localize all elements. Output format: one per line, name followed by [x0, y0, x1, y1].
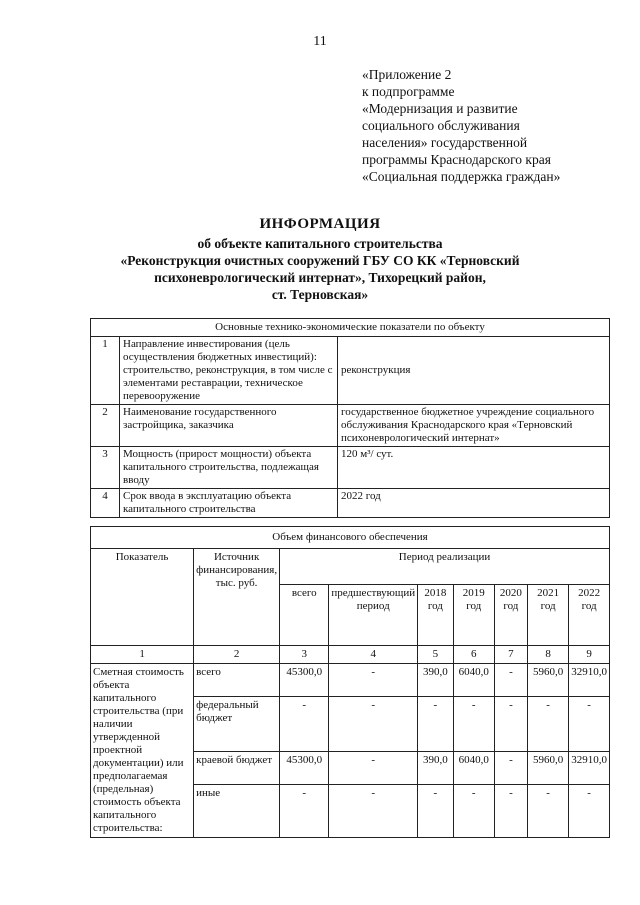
tech-table-header: Основные технико-экономические показатели по объекту [91, 319, 610, 337]
heading-line: психоневрологический интернат», Тихорецкий район, [154, 270, 486, 285]
column-number: 5 [418, 646, 453, 664]
source-label: иные [194, 785, 280, 838]
document-title: ИНФОРМАЦИЯ [259, 216, 381, 232]
table-row [91, 447, 610, 489]
source-label: федеральный бюджет [194, 696, 280, 752]
column-number: 6 [453, 646, 494, 664]
period-col-header: 2018 год [418, 584, 453, 645]
table-row [91, 489, 610, 518]
row-number: 3 [91, 447, 120, 489]
value-cell: - [527, 785, 568, 838]
row-value: 2022 год [338, 489, 610, 518]
row-label: Мощность (прирост мощности) объекта капитального строительства, подлежащая вводу [120, 447, 338, 489]
period-col-header: 2019 год [453, 584, 494, 645]
value-cell: 6040,0 [453, 664, 494, 697]
value-cell: 45300,0 [280, 664, 329, 697]
value-cell: - [329, 752, 418, 785]
row-number: 2 [91, 405, 120, 447]
value-cell: - [527, 696, 568, 752]
value-cell: 390,0 [418, 752, 453, 785]
financing-table [90, 526, 610, 838]
indicator-text: Сметная стоимость объекта капитального строительства (при наличии утвержденной проектной документации) или предполагаемая (предельная) стоимость объекта капитального строительства: [91, 664, 194, 838]
heading-line: об объекте капитального строительства [197, 236, 443, 251]
row-number: 1 [91, 337, 120, 405]
period-col-header: 2021 год [527, 584, 568, 645]
table-row [91, 405, 610, 447]
column-number: 1 [91, 646, 194, 664]
value-cell: - [418, 785, 453, 838]
row-value: 120 м³/ сут. [338, 447, 610, 489]
col-period-header: Период реализации [280, 549, 610, 585]
col-indicator-header: Показатель [91, 549, 194, 646]
value-cell: - [418, 696, 453, 752]
appendix-line: «Модернизация и развитие [362, 101, 518, 116]
appendix-note [362, 66, 622, 185]
value-cell: - [329, 696, 418, 752]
row-number: 4 [91, 489, 120, 518]
appendix-line: населения» государственной [362, 135, 528, 150]
value-cell: 5960,0 [527, 752, 568, 785]
value-cell: - [494, 752, 527, 785]
value-cell: - [280, 696, 329, 752]
period-col-header: 2020 год [494, 584, 527, 645]
heading-line: ст. Терновская» [271, 287, 369, 302]
value-cell: - [280, 785, 329, 838]
appendix-line: социального обслуживания [362, 118, 520, 133]
page-number: 11 [313, 34, 327, 49]
row-label: Направление инвестирования (цель осуществления бюджетных инвестиций): строительство, реконструкция, в том числе с элементами реставрации, техническое перевооружение [120, 337, 338, 405]
period-col-header: всего [280, 584, 329, 645]
period-col-header: предшествующий период [329, 584, 418, 645]
financing-caption: Объем финансового обеспечения [91, 527, 610, 549]
appendix-line: «Социальная поддержка граждан» [362, 169, 561, 184]
value-cell: 45300,0 [280, 752, 329, 785]
value-cell: 5960,0 [527, 664, 568, 697]
value-cell: - [494, 696, 527, 752]
value-cell: - [494, 664, 527, 697]
value-cell: - [329, 664, 418, 697]
value-cell: - [569, 696, 610, 752]
row-value: реконструкция [338, 337, 610, 405]
column-number: 8 [527, 646, 568, 664]
document-heading [0, 216, 640, 303]
column-number: 9 [569, 646, 610, 664]
value-cell: 390,0 [418, 664, 453, 697]
source-label: всего [194, 664, 280, 697]
row-label: Срок ввода в эксплуатацию объекта капитального строительства [120, 489, 338, 518]
appendix-line: к подпрограмме [362, 84, 455, 99]
column-number: 7 [494, 646, 527, 664]
column-number: 2 [194, 646, 280, 664]
column-number: 3 [280, 646, 329, 664]
period-col-header: 2022 год [569, 584, 610, 645]
column-number: 4 [329, 646, 418, 664]
appendix-line: «Приложение 2 [362, 67, 452, 82]
value-cell: - [494, 785, 527, 838]
tech-indicators-table [90, 318, 610, 518]
value-cell: - [453, 696, 494, 752]
row-value: государственное бюджетное учреждение социального обслуживания Краснодарского края «Терновский психоневрологический интернат» [338, 405, 610, 447]
col-source-header: Источник финансирования, тыс. руб. [194, 549, 280, 646]
source-label: краевой бюджет [194, 752, 280, 785]
appendix-line: программы Краснодарского края [362, 152, 551, 167]
value-cell: 6040,0 [453, 752, 494, 785]
table-row [91, 337, 610, 405]
value-cell: - [329, 785, 418, 838]
row-label: Наименование государственного застройщика, заказчика [120, 405, 338, 447]
value-cell: - [569, 785, 610, 838]
value-cell: 32910,0 [569, 664, 610, 697]
column-number-row [91, 646, 610, 664]
heading-line: «Реконструкция очистных сооружений ГБУ СО КК «Терновский [120, 253, 520, 268]
value-cell: 32910,0 [569, 752, 610, 785]
table-row [91, 664, 610, 697]
value-cell: - [453, 785, 494, 838]
